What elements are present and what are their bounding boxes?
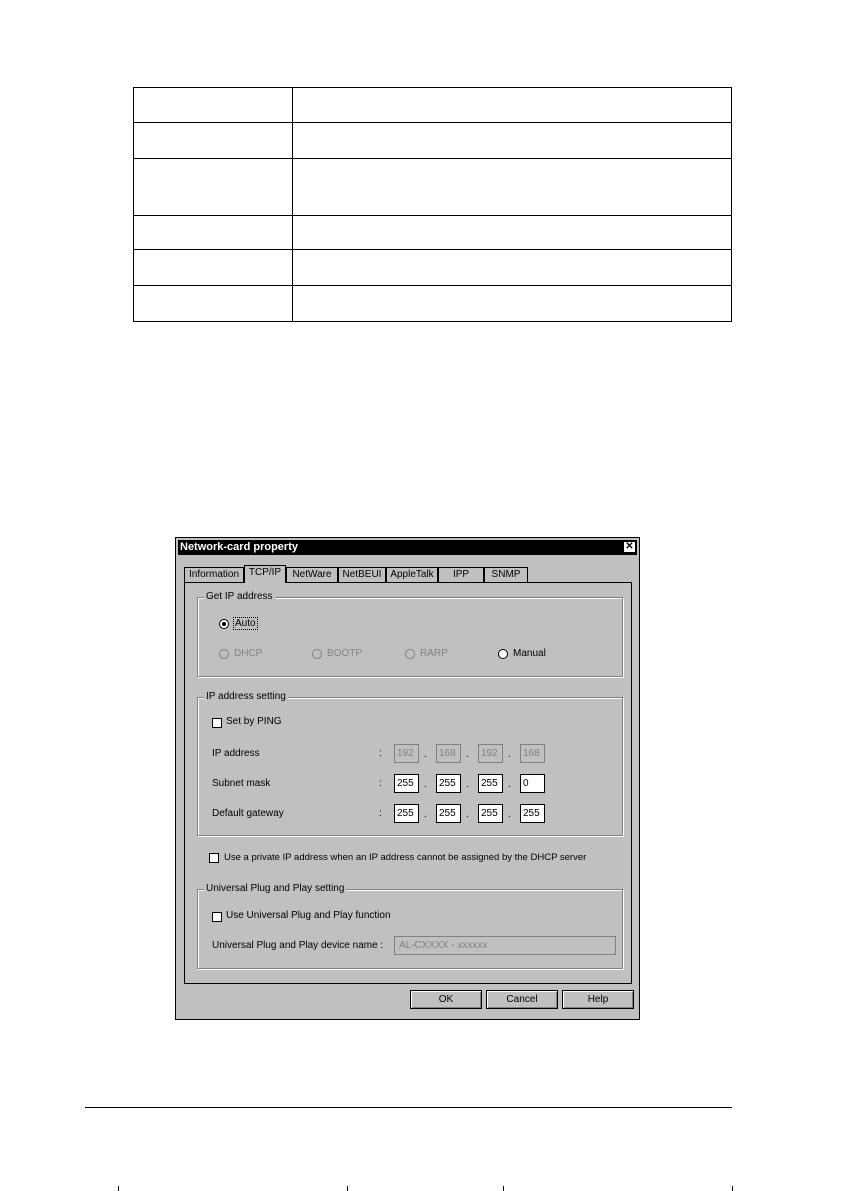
- ip-octet-2[interactable]: 168: [436, 744, 461, 763]
- colon: :: [379, 808, 382, 819]
- rarp-radio[interactable]: [405, 649, 415, 659]
- gateway-octet-3[interactable]: 255: [478, 804, 503, 823]
- dot: .: [466, 779, 469, 790]
- ip-octet-3[interactable]: 192: [478, 744, 503, 763]
- ok-button[interactable]: OK: [410, 990, 482, 1009]
- tcpip-panel: [184, 582, 632, 984]
- manual-label[interactable]: Manual: [513, 648, 546, 659]
- subnet-octet-2[interactable]: 255: [436, 774, 461, 793]
- device-name-input[interactable]: AL-CXXXX - xxxxxx: [394, 936, 616, 955]
- tab-netbeui[interactable]: NetBEUI: [338, 567, 386, 582]
- close-icon[interactable]: ✕: [623, 541, 636, 553]
- crop-mark: [503, 1186, 504, 1191]
- colon: :: [379, 778, 382, 789]
- dialog-title: Network-card property: [180, 541, 298, 553]
- auto-radio[interactable]: [219, 619, 229, 629]
- title-bar[interactable]: [178, 540, 637, 555]
- upnp-label[interactable]: Use Universal Plug and Play function: [226, 910, 391, 921]
- subnet-octet-3[interactable]: 255: [478, 774, 503, 793]
- bootp-radio[interactable]: [312, 649, 322, 659]
- dot: .: [466, 749, 469, 760]
- cancel-button[interactable]: Cancel: [486, 990, 558, 1009]
- document-table: [133, 87, 732, 322]
- group-title: Universal Plug and Play setting: [206, 883, 345, 894]
- dot: .: [424, 779, 427, 790]
- crop-mark: [347, 1186, 348, 1191]
- set-by-ping-checkbox[interactable]: [212, 718, 222, 728]
- upnp-checkbox[interactable]: [212, 912, 222, 922]
- gateway-octet-2[interactable]: 255: [436, 804, 461, 823]
- subnet-mask-label: Subnet mask: [212, 778, 271, 789]
- subnet-octet-1[interactable]: 255: [394, 774, 419, 793]
- gateway-octet-4[interactable]: 255: [520, 804, 545, 823]
- dot: .: [508, 749, 511, 760]
- upnp-group: [197, 883, 623, 969]
- dot: .: [508, 809, 511, 820]
- crop-mark: [732, 1186, 733, 1191]
- table-row: [134, 123, 732, 159]
- device-name-label: Universal Plug and Play device name :: [212, 940, 384, 951]
- table-row: [134, 216, 732, 250]
- tab-snmp[interactable]: SNMP: [484, 567, 528, 582]
- tab-information[interactable]: Information: [184, 567, 244, 582]
- network-card-dialog: [175, 537, 640, 1020]
- ip-octet-1[interactable]: 192: [394, 744, 419, 763]
- rarp-label[interactable]: RARP: [420, 648, 448, 659]
- ip-setting-group: [197, 691, 623, 836]
- tab-tcpip[interactable]: TCP/IP: [244, 565, 286, 583]
- group-title: IP address setting: [206, 691, 286, 702]
- ip-address-label: IP address: [212, 748, 260, 759]
- dhcp-radio[interactable]: [219, 649, 229, 659]
- table-row: [134, 286, 732, 322]
- dot: .: [508, 779, 511, 790]
- private-ip-checkbox[interactable]: [209, 853, 219, 863]
- dot: .: [424, 749, 427, 760]
- gateway-octet-1[interactable]: 255: [394, 804, 419, 823]
- table-row: [134, 250, 732, 286]
- help-button[interactable]: Help: [562, 990, 634, 1009]
- get-ip-group: [197, 591, 623, 677]
- dot: .: [466, 809, 469, 820]
- tab-appletalk[interactable]: AppleTalk: [386, 567, 438, 582]
- bootp-label[interactable]: BOOTP: [327, 648, 363, 659]
- set-by-ping-label[interactable]: Set by PING: [226, 716, 282, 727]
- colon: :: [379, 748, 382, 759]
- footer-rule: [85, 1107, 732, 1108]
- private-ip-label[interactable]: Use a private IP address when an IP address cannot be assigned by the DHCP server: [224, 852, 587, 863]
- manual-radio[interactable]: [498, 649, 508, 659]
- auto-label[interactable]: Auto: [235, 618, 256, 629]
- default-gateway-label: Default gateway: [212, 808, 284, 819]
- tab-ipp[interactable]: IPP: [438, 567, 484, 582]
- dot: .: [424, 809, 427, 820]
- dhcp-label[interactable]: DHCP: [234, 648, 263, 659]
- crop-mark: [118, 1186, 119, 1191]
- table-row: [134, 159, 732, 216]
- ip-octet-4[interactable]: 168: [520, 744, 545, 763]
- table-row: [134, 88, 732, 123]
- group-title: Get IP address: [206, 591, 273, 602]
- subnet-octet-4[interactable]: 0: [520, 774, 545, 793]
- tab-netware[interactable]: NetWare: [286, 567, 338, 582]
